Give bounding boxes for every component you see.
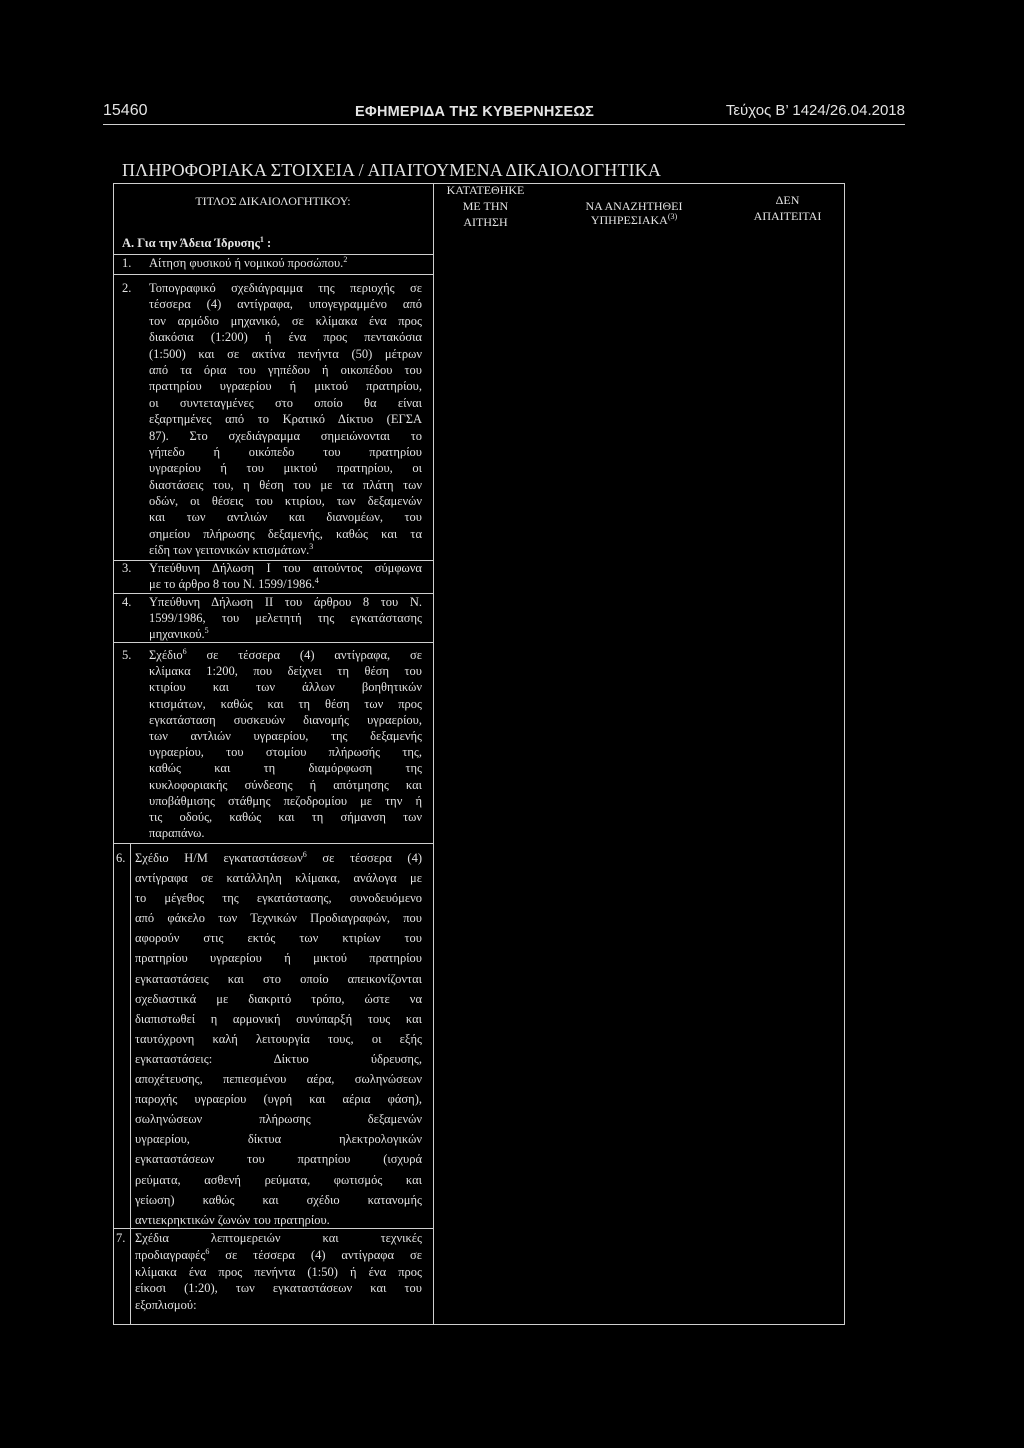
item-text-line: Υπεύθυνη Δήλωση Ι του αιτούντος σύμφωνα — [149, 561, 422, 575]
item-text — [149, 280, 422, 559]
item-text-line: κτισμάτων, καθώς και τη θέση των προς — [149, 696, 422, 711]
header-line: ΑΙΤΗΣΗ — [463, 215, 508, 229]
section-label: Α. Για την Άδεια Ίδρυσης — [122, 236, 260, 250]
item-text-line: και των αντλιών και διανομέων, του — [149, 510, 422, 525]
item-number: 2. — [122, 281, 132, 295]
item-text-line: εγκαταστάσεις: Δίκτυο ύδρευσης, — [135, 1051, 422, 1066]
item-text-line: τον αρμόδιο μηχανικό, σε κλίμακα ένα προς — [149, 313, 422, 328]
item-text — [149, 647, 422, 841]
item-text-line: κυκλοφοριακής σύνδεσης ή απότμησης και — [149, 777, 422, 792]
item-text-line: τέσσερα (4) αντίγραφα, υπογεγραμμένο από — [149, 297, 422, 312]
footnote-marker: (3) — [667, 212, 678, 221]
item-text-line: οι συντεταγμένες στο οποίο θα είναι — [149, 395, 422, 410]
item-number: 7. — [116, 1231, 126, 1245]
item-text-line: πρατηρίου υγραερίου ή μικτού πρατηρίου — [135, 951, 422, 966]
item-text-line: υγραερίου, δίκτυα ηλεκτρολογικών — [135, 1132, 422, 1147]
item-text-segment: μηχανικού. — [149, 627, 205, 641]
item-text-line: σχεδιαστικά με διακριτό τρόπο, ώστε να — [135, 991, 422, 1006]
row-divider — [113, 843, 433, 844]
item-text — [149, 560, 422, 592]
column-header-submitted — [433, 182, 538, 230]
item-text-line: κλίμακα ένα προς πενήντα (1:50) ή ένα προς — [135, 1264, 422, 1279]
item-text-line: γήπεδο ή οικόπεδο του πρατηρίου — [149, 444, 422, 459]
item-text-line: τις οδούς, καθώς και τη σήμανση των — [149, 809, 422, 824]
item-text-line: Υπεύθυνη Δήλωση ΙΙ του άρθρου 8 του Ν. — [149, 595, 422, 609]
item-text-line: παραπάνω. — [149, 826, 205, 841]
item-text-line: γείωση) καθώς και σχέδιο κατανομής — [135, 1192, 422, 1207]
column-header-title: ΤΙΤΛΟΣ ΔΙΚΑΙΟΛΟΓΗΤΙΚΟΥ: — [195, 194, 351, 208]
footnote-marker: 3 — [309, 542, 314, 552]
item-text-line: αντίγραφα σε κατάλληλη κλίμακα, ανάλογα με — [135, 871, 422, 886]
item-text-line: 1599/1986, του μελετητή της εγκατάστασης — [149, 611, 422, 625]
item-text-line — [149, 626, 422, 642]
item-text-line: αφορούν στις εκτός των κτιρίων του — [135, 931, 422, 946]
footnote-marker: 1 — [259, 235, 264, 244]
item-number: 4. — [122, 595, 132, 609]
item-text-line: από φάκελο των Τεχνικών Προδιαγραφών, που — [135, 911, 422, 926]
item-text-line: καθώς και τη διαμόρφωση της — [149, 761, 422, 776]
item-text-line — [149, 255, 422, 271]
item-text-line: 87). Στο σχεδιάγραμμα σημειώνονται το — [149, 428, 422, 443]
page-number: 15460 — [103, 102, 148, 119]
issue-info: Τεύχος Β’ 1424/26.04.2018 — [725, 102, 905, 119]
column-header-search — [538, 199, 730, 227]
header-line — [538, 213, 730, 227]
section-heading — [122, 235, 271, 251]
item-text-line: είκοσι (1:20), των εγκαταστάσεων και του — [135, 1281, 422, 1296]
item-text-line: κτιρίου και των άλλων βοηθητικών — [149, 680, 422, 695]
item-text-line: εγκαταστάσεις και στο οποίο απεικονίζονται — [135, 971, 422, 986]
item-text-line: διαστάσεις του, η θέση του με τα πλάτη των — [149, 477, 422, 492]
item-text-line: διαπιστωθεί η αρμονική συνύπαρξή τους και — [135, 1011, 422, 1026]
item-text-line — [135, 1247, 422, 1264]
item-text-line — [135, 848, 422, 868]
item-text-segment: είδη των γειτονικών κτισμάτων. — [149, 543, 310, 558]
item-number: 6. — [116, 851, 126, 865]
item-text — [149, 594, 422, 642]
item-text-segment: Σχέδιο — [149, 648, 183, 662]
item-text-line: παροχής υγραερίου (υγρή και αέρια φάση), — [135, 1092, 422, 1107]
column-divider — [433, 183, 434, 1325]
item-text-segment: Σχέδιο Η/Μ εγκαταστάσεων — [135, 851, 303, 865]
footnote-marker: 2 — [343, 255, 348, 264]
item-text-line: υγραερίου ή του μικτού πρατηρίου, οι — [149, 461, 422, 476]
column-header-not-required — [730, 192, 845, 224]
item-number: 5. — [122, 648, 132, 662]
header-line: ΚΑΤΑΤΕΘΗΚΕ — [446, 183, 525, 197]
row-divider — [113, 274, 433, 275]
footnote-marker: 4 — [314, 576, 319, 585]
item-text-line: από τα όρια του γηπέδου ή οικοπέδου του — [149, 362, 422, 377]
item-text-segment: προδιαγραφές — [135, 1247, 206, 1262]
item-text-line: οδών, οι θέσεις του κτιρίου, των δεξαμενών — [149, 494, 422, 509]
number-column-divider — [130, 843, 131, 1325]
item-text-line: πρατηρίου υγραερίου ή μικτού πρατηρίου, — [149, 379, 422, 394]
item-text-line: Τοπογραφικό σχεδιάγραμμα της περιοχής σε — [149, 281, 422, 295]
item-text-line: σωληνώσεων πλήρωσης δεξαμενών — [135, 1112, 422, 1127]
item-number: 1. — [122, 256, 132, 270]
header-line: ΔΕΝ — [775, 193, 800, 207]
item-number: 3. — [122, 561, 132, 575]
item-text-line: υποβάθμισης στάθμης πεζοδρομίου με την ή — [149, 793, 422, 808]
item-text-line: ταυτόχρονη καλή λειτουργία τους, οι εξής — [135, 1031, 422, 1046]
item-text-line: (1:500) και σε ακτίνα πενήντα (50) μέτρων — [149, 346, 422, 361]
gazette-name: ΕΦΗΜΕΡΙΔΑ ΤΗΣ ΚΥΒΕΡΝΗΣΕΩΣ — [355, 104, 595, 120]
item-text-line: αποχέτευσης, πεπιεσμένου αέρα, σωληνώσεων — [135, 1072, 422, 1087]
document-title: ΠΛΗΡΟΦΟΡΙΑΚΑ ΣΤΟΙΧΕΙΑ / ΑΠΑΙΤΟΥΜΕΝΑ ΔΙΚΑΙΟΛΟΓΗΤΙΚΑ — [122, 160, 662, 180]
header-line: ΜΕ ΤΗΝ — [462, 199, 509, 213]
item-text-line — [149, 576, 422, 592]
item-text-line — [149, 647, 422, 663]
item-text-line: των αντλιών υγραερίου, της δεξαμενής — [149, 728, 422, 743]
item-text-line: το μέγεθος της εγκατάστασης, συνοδευόμενο — [135, 891, 422, 906]
footnote-marker: 6 — [302, 850, 307, 859]
item-text-line: διακόσια (1:200) ή ένα προς πεντακόσια — [149, 330, 422, 345]
item-text-line: εγκατάσταση συσκευών διανομής υγραερίου, — [149, 712, 422, 727]
item-text-segment: σε τέσσερα (4) — [306, 851, 422, 865]
footnote-marker: 6 — [205, 1246, 210, 1256]
item-text — [149, 255, 422, 271]
header-line: ΝΑ ΑΝΑΖΗΤΗΘΕΙ — [585, 199, 683, 213]
header-rule — [103, 124, 905, 125]
item-text-segment: σε τέσσερα (4) αντίγραφα σε — [209, 1247, 422, 1262]
footnote-marker: 6 — [182, 647, 187, 656]
item-text-line: ρεύματα, ασθενή ρεύματα, φωτισμός και — [135, 1172, 422, 1187]
row-divider — [113, 642, 433, 643]
item-text-line: σημείου πλήρωσης δεξαμενής, καθώς και τα — [149, 526, 422, 541]
item-text-line: εξοπλισμού: — [135, 1298, 197, 1313]
item-text — [135, 848, 422, 1230]
item-text-segment: με το άρθρο 8 του Ν. 1599/1986. — [149, 577, 315, 591]
item-text — [135, 1230, 422, 1314]
item-text-segment: Αίτηση φυσικού ή νομικού προσώπου. — [149, 256, 344, 270]
footnote-marker: 5 — [204, 626, 209, 635]
item-text-line: κλίμακα 1:200, που δείχνει τη θέση του — [149, 664, 422, 679]
header-line: ΑΠΑΙΤΕΙΤΑΙ — [753, 209, 822, 223]
item-text-line: εγκαταστάσεων του πρατηρίου (ισχυρά — [135, 1152, 422, 1167]
item-text-line: εξαρτημένες από το Κρατικό Δίκτυο (ΕΓΣΑ — [149, 412, 422, 427]
header-text: ΥΠΗΡΕΣΙΑΚΑ — [590, 213, 668, 227]
item-text-line: υγραερίου, του στομίου πλήρωσής της, — [149, 745, 422, 760]
item-text-segment: σε τέσσερα (4) αντίγραφα, σε — [186, 648, 422, 662]
section-suffix: : — [263, 236, 272, 250]
item-text-line — [149, 542, 422, 558]
item-text-line: αντιεκρηκτικών ζωνών του πρατηρίου. — [135, 1212, 330, 1227]
item-text-line: Σχέδια λεπτομερειών και τεχνικές — [135, 1231, 422, 1245]
